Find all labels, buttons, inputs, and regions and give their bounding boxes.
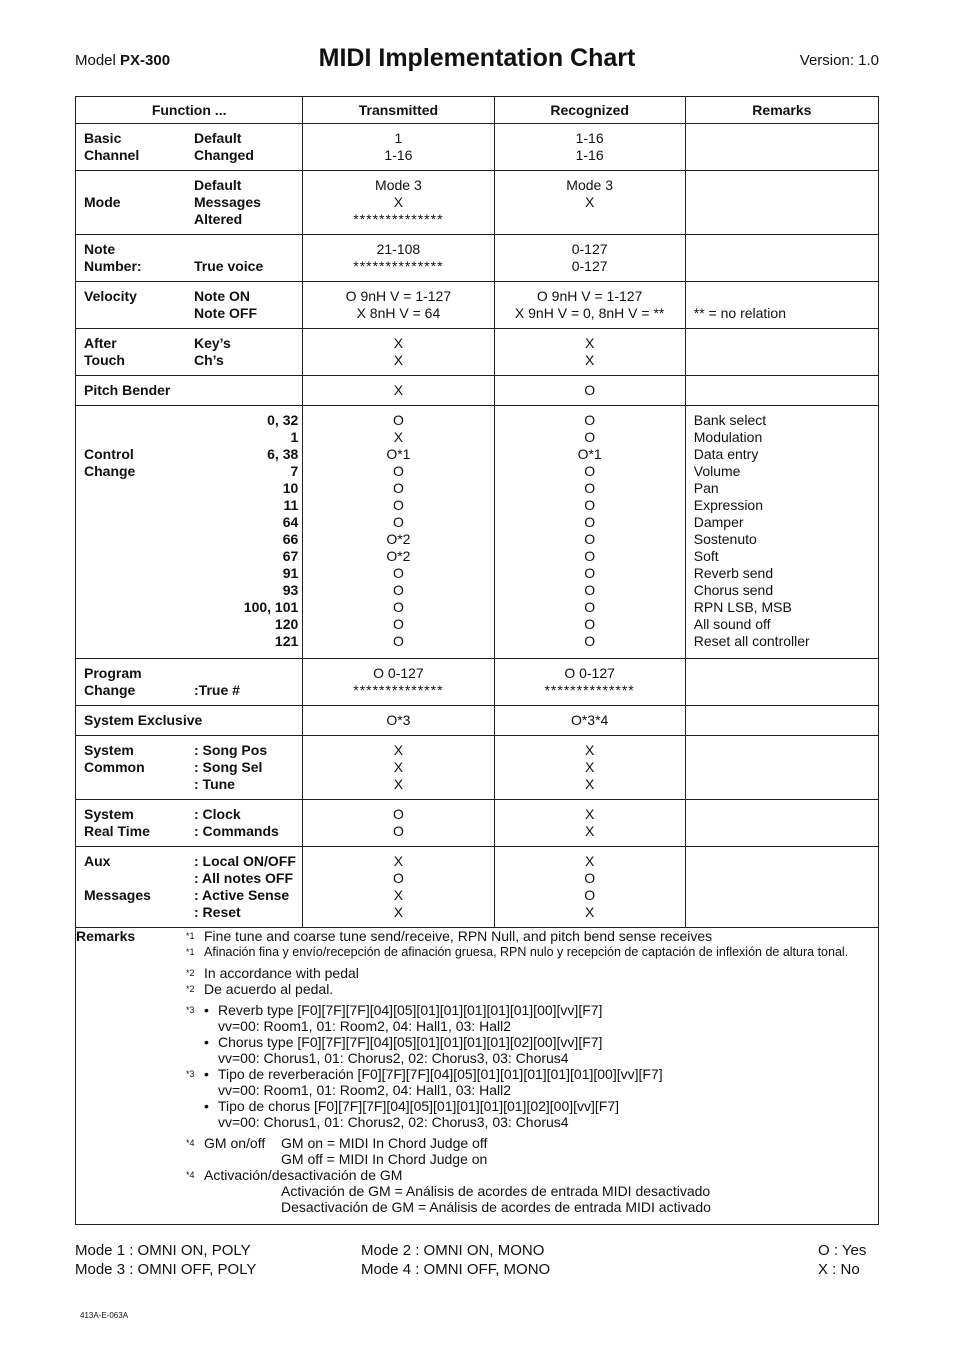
control-number: 93: [282, 582, 299, 598]
note-1-es: *1 Afinación fina y envío/recepción de afinación gruesa, RPN nulo y recepción de captación de inflexión de altura tonal.: [186, 945, 849, 959]
control-number: 67: [282, 548, 299, 564]
control-remark: Reverb send: [693, 565, 774, 581]
control-remark: Modulation: [693, 429, 763, 445]
control-remark: Reset all controller: [693, 633, 810, 649]
control-rx-value: O: [584, 599, 596, 615]
control-remark: Sostenuto: [693, 531, 757, 547]
control-remark: All sound off: [693, 616, 771, 632]
control-recognized: [495, 406, 685, 656]
control-remark: RPN LSB, MSB: [693, 599, 792, 615]
control-tx-value: O*2: [386, 531, 411, 547]
control-remark: Chorus send: [693, 582, 774, 598]
control-tx-value: O*1: [386, 446, 411, 462]
control-number: 120: [274, 616, 299, 632]
row-pitch-bender: Pitch Bender X O: [76, 376, 879, 406]
note-3-en: *3 • Reverb type [F0][7F][7F][04][05][01][01][01][01][01][00][vv][F7] vv=00: Room1, 01: Room2, 04: Hall1, 03: Hall2 • Chorus type [F0][7F][7F][04][05][01][01][01][01][02][00][vv][F7] vv=00: Chorus1, 01: Chorus2, 02: Chorus3, 03: Chorus4: [186, 1002, 603, 1066]
header-row: [76, 97, 879, 124]
note-2-en: *2 In accordance with pedal: [186, 965, 359, 981]
control-number: 0, 32: [267, 412, 299, 428]
control-number: 64: [282, 514, 299, 530]
control-rx-value: O: [584, 463, 596, 479]
control-rx-value: O: [584, 548, 596, 564]
row-note-number: Note Number: True voice 21-108 ************** 0-127 0-127: [76, 235, 879, 282]
control-number: 10: [282, 480, 299, 496]
control-rx-value: O: [584, 412, 596, 428]
row-after-touch: After Touch Key’s Ch’s X X X X: [76, 329, 879, 376]
control-remark: Damper: [693, 514, 744, 530]
control-remark: Volume: [693, 463, 741, 479]
mode-3-label: Mode 3 : OMNI OFF, POLY: [75, 1261, 257, 1278]
note-4-en: *4 GM on/off GM on = MIDI In Chord Judge off GM off = MIDI In Chord Judge on: [186, 1135, 488, 1167]
col-function: Function ...: [76, 97, 303, 124]
control-rx-value: O: [584, 429, 596, 445]
note-1-en: *1 Fine tune and coarse tune send/receive, RPN Null, and pitch bend sense receives: [186, 928, 713, 944]
control-tx-value: O: [392, 565, 404, 581]
control-tx-value: O: [392, 599, 404, 615]
model-label: Model PX-300: [75, 52, 171, 69]
row-system-exclusive: System Exclusive O*3 O*3*4: [76, 706, 879, 736]
mode-1-label: Mode 1 : OMNI ON, POLY: [75, 1242, 251, 1259]
control-rx-value: O: [584, 633, 596, 649]
remarks-body: [186, 928, 878, 1215]
control-remark: Pan: [693, 480, 719, 496]
page-title: MIDI Implementation Chart: [318, 44, 636, 72]
control-remarks: [686, 406, 878, 656]
control-number: 6, 38: [267, 446, 299, 462]
control-remark: Soft: [693, 548, 719, 564]
control-number: 11: [283, 497, 299, 513]
control-rx-value: O: [584, 565, 596, 581]
control-rx-value: O: [584, 616, 596, 632]
control-tx-value: O: [392, 480, 404, 496]
note-4-es: *4 Activación/desactivación de GM Activación de GM = Análisis de acordes de entrada MIDI desactivado Desactivación de GM = Análisis de acordes de entrada MIDI activado: [186, 1167, 711, 1215]
row-mode: Mode Default Messages Altered Mode 3 X ************** Mode 3 X: [76, 171, 879, 235]
page-header: [75, 44, 879, 78]
row-aux-messages: Aux Messages : Local ON/OFF : All notes OFF : Active Sense : Reset X O X X X O O X: [76, 847, 879, 928]
col-remarks: Remarks: [685, 97, 878, 124]
row-system-common: System Common : Song Pos : Song Sel : Tune X X X X X X: [76, 736, 879, 800]
row-remarks: [76, 928, 879, 1225]
model-name: PX-300: [120, 52, 171, 69]
mode-2-label: Mode 2 : OMNI ON, MONO: [361, 1242, 545, 1259]
yes-legend: O : Yes: [818, 1242, 867, 1259]
control-number: 7: [290, 463, 299, 479]
control-transmitted: [303, 406, 493, 656]
control-numbers: [194, 412, 298, 650]
control-rx-value: O: [584, 480, 596, 496]
control-tx-value: O: [392, 582, 404, 598]
control-tx-value: X: [393, 429, 404, 445]
control-rx-value: O: [584, 582, 596, 598]
control-tx-value: O: [392, 616, 404, 632]
mode-4-label: Mode 4 : OMNI OFF, MONO: [361, 1261, 551, 1278]
note-3-es: *3 • Tipo de reverberación [F0][7F][7F][04][05][01][01][01][01][01][00][vv][F7] vv=00: Room1, 01: Room2, 04: Hall1, 03: Hall2 • Tipo de chorus [F0][7F][7F][04][05][01][01][01][01][02][00][vv][F7] vv=00: Chorus1, 01: Chorus2, 02: Chorus3, 03: Chorus4: [186, 1066, 663, 1130]
control-tx-value: O: [392, 412, 404, 428]
control-number: 1: [290, 429, 299, 445]
control-remark: Expression: [693, 497, 764, 513]
control-number: 121: [274, 633, 299, 649]
control-remark: Data entry: [693, 446, 759, 462]
document-code: 413A-E-063A: [80, 1311, 129, 1320]
version-label: Version: 1.0: [799, 52, 879, 69]
no-legend: X : No: [818, 1261, 860, 1278]
row-system-realtime: System Real Time : Clock : Commands O O X X: [76, 800, 879, 847]
control-rx-value: O*1: [577, 446, 602, 462]
control-number: 66: [282, 531, 299, 547]
note-2-es: *2 De acuerdo al pedal.: [186, 981, 334, 997]
control-tx-value: O*2: [386, 548, 411, 564]
midi-chart-table: [75, 96, 879, 1225]
control-tx-value: O: [392, 633, 404, 649]
remarks-label: Remarks: [76, 928, 136, 944]
row-control-change: Control Change 0, 32 1 6, 38 7 10 11 64 66 67 91 93 100, 101 120 121 O X O*1 O O O O O*2 O*2 O O O O O O O O*1 O O O O O O O O O O O Bank select Modulation Data entry Volume Pan Expression Damper Sostenuto Soft Reverb send Chorus send RPN LSB, MSB All sound off Reset all controller: [76, 406, 879, 659]
control-rx-value: O: [584, 531, 596, 547]
row-basic-channel: Basic Channel Default Changed 1 1-16 1-16 1-16: [76, 124, 879, 171]
control-rx-value: O: [584, 514, 596, 530]
control-number: 100, 101: [243, 599, 299, 615]
row-program-change: Program Change :True # O 0-127 ************** O 0-127 **************: [76, 659, 879, 706]
control-tx-value: O: [392, 463, 404, 479]
control-remark: Bank select: [693, 412, 767, 428]
control-rx-value: O: [584, 497, 596, 513]
col-recognized: Recognized: [494, 97, 685, 124]
row-velocity: Velocity Note ON Note OFF O 9nH V = 1-127 X 8nH V = 64 O 9nH V = 1-127 X 9nH V = 0, 8nH V = ** ** = no relation: [76, 282, 879, 329]
control-tx-value: O: [392, 514, 404, 530]
col-transmitted: Transmitted: [303, 97, 494, 124]
control-number: 91: [282, 565, 299, 581]
control-tx-value: O: [392, 497, 404, 513]
